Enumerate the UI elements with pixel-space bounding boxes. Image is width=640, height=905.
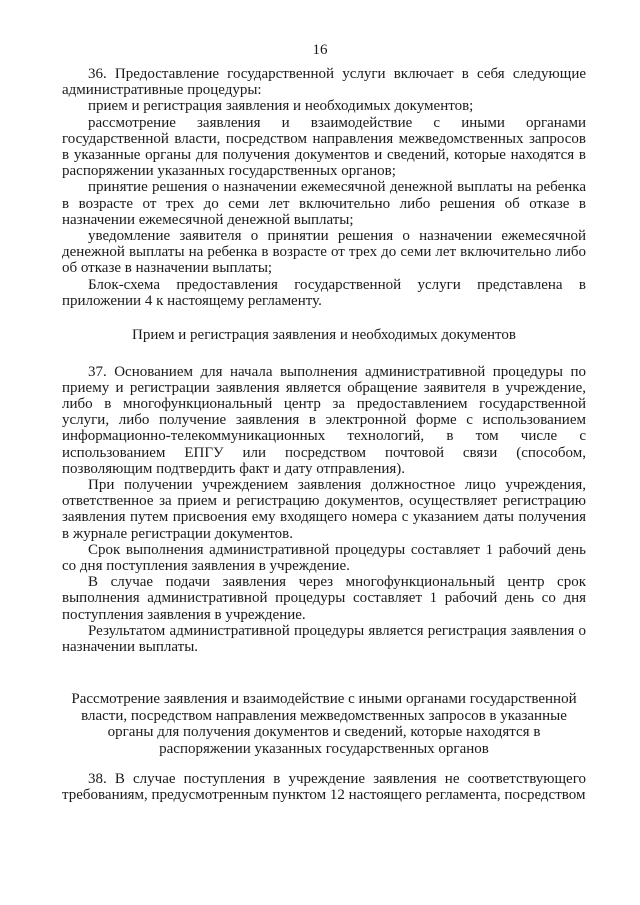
section-37-paragraph: В случае подачи заявления через многофункциональный центр срок выполнения административной процедуры составляет 1 рабочий день со дня поступления заявления в учреждение. [62, 574, 586, 623]
section-37-paragraph: Срок выполнения административной процедуры составляет 1 рабочий день со дня поступления заявления в учреждение. [62, 541, 586, 574]
section-36-item: рассмотрение заявления и взаимодействие с иными органами государственной власти, посредством направления межведомственных запросов в указанные органы для получения документов и сведений, которые находятся в распоряжении указанных государственных органов; [62, 114, 586, 180]
document-body [62, 66, 586, 804]
section-36-item: Блок-схема предоставления государственной услуги представлена в приложении 4 к настоящему регламенту. [62, 276, 586, 309]
section-36-intro: 36. Предоставление государственной услуги включает в себя следующие административные процедуры: [62, 66, 586, 99]
section-heading: Прием и регистрация заявления и необходимых документов [132, 327, 516, 344]
section-38-paragraph: 38. В случае поступления в учреждение заявления не соответствующего требованиям, предусмотренным пунктом 12 настоящего регламента, посредством [62, 771, 586, 804]
section-heading: Рассмотрение заявления и взаимодействие с иными органами государственной власти, посредством направления межведомственных запросов в указанные органы для получения документов и сведений, которые находятся в распоряжении указанных государственных органов [71, 691, 577, 757]
page-number: 16 [312, 42, 328, 58]
section-37-paragraph: 37. Основанием для начала выполнения административной процедуры по приему и регистрации заявления является обращение заявителя в учреждение, либо в многофункциональный центр за предоставлением государственной услуги, либо получение заявления в электронной форме с использованием информационно-телекоммуникационных технологий, в том числе с использованием ЕПГУ или посредством почтовой связи (способом, позволяющим подтвердить факт и дату отправления). [62, 363, 586, 477]
section-36-item: прием и регистрация заявления и необходимых документов; [88, 98, 474, 115]
section-36-item: уведомление заявителя о принятии решения о назначении ежемесячной денежной выплаты на ребенка в возрасте от трех до семи лет включительно либо об отказе в назначении выплаты; [62, 228, 586, 277]
section-37-paragraph: При получении учреждением заявления должностное лицо учреждения, ответственное за прием и регистрацию документов, осуществляет регистрацию заявления путем присвоения ему входящего номера с указанием даты получения в журнале регистрации документов. [62, 476, 586, 542]
section-36-item: принятие решения о назначении ежемесячной денежной выплаты на ребенка в возрасте от трех до семи лет включительно либо решения об отказе в назначении ежемесячной денежной выплаты; [62, 179, 586, 228]
section-37-paragraph: Результатом административной процедуры является регистрация заявления о назначении выплаты. [62, 622, 586, 655]
